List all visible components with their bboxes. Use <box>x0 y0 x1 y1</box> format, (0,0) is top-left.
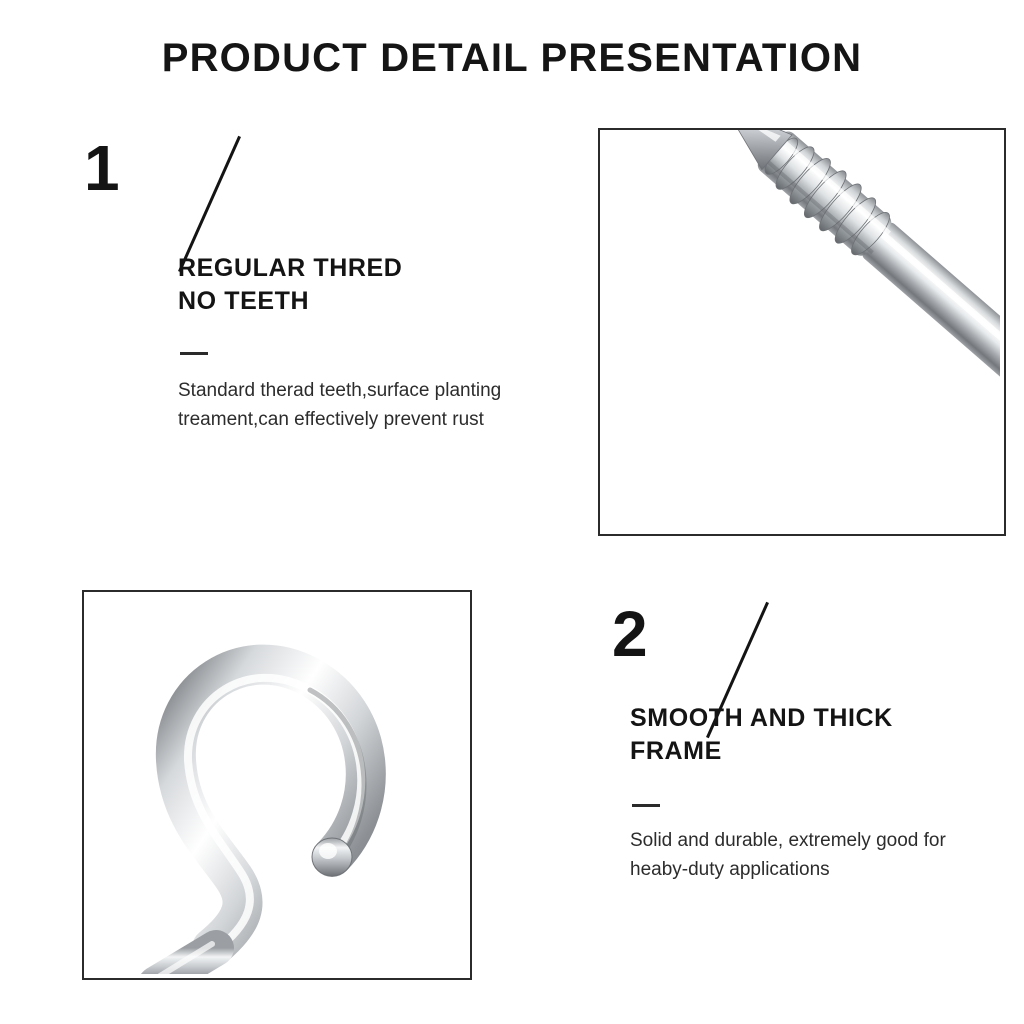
feature-number-1: 1 <box>84 132 120 204</box>
screw-image-panel <box>598 128 1006 536</box>
feature-heading-1-line1: REGULAR THRED <box>178 254 403 282</box>
feature-heading-1 <box>178 252 508 318</box>
feature-body-2: Solid and durable, extremely good for heaby-duty applications <box>630 830 946 881</box>
feature-heading-2-line1: SMOOTH AND THICK <box>630 704 893 732</box>
feature-heading-1-line2: NO TEETH <box>178 287 310 315</box>
divider <box>632 804 660 807</box>
divider <box>180 352 208 355</box>
feature-heading-2-line2: FRAME <box>630 737 722 765</box>
hook-image-panel <box>82 590 472 980</box>
page-title: PRODUCT DETAIL PRESENTATION <box>161 36 863 80</box>
feature-number-2: 2 <box>612 598 648 670</box>
feature-heading-2 <box>630 702 990 768</box>
feature-body-1: Standard therad teeth,surface planting treament,can effectively prevent rust <box>178 380 502 431</box>
screw-thread-illustration <box>600 130 1000 530</box>
hook-frame-illustration <box>84 592 466 974</box>
